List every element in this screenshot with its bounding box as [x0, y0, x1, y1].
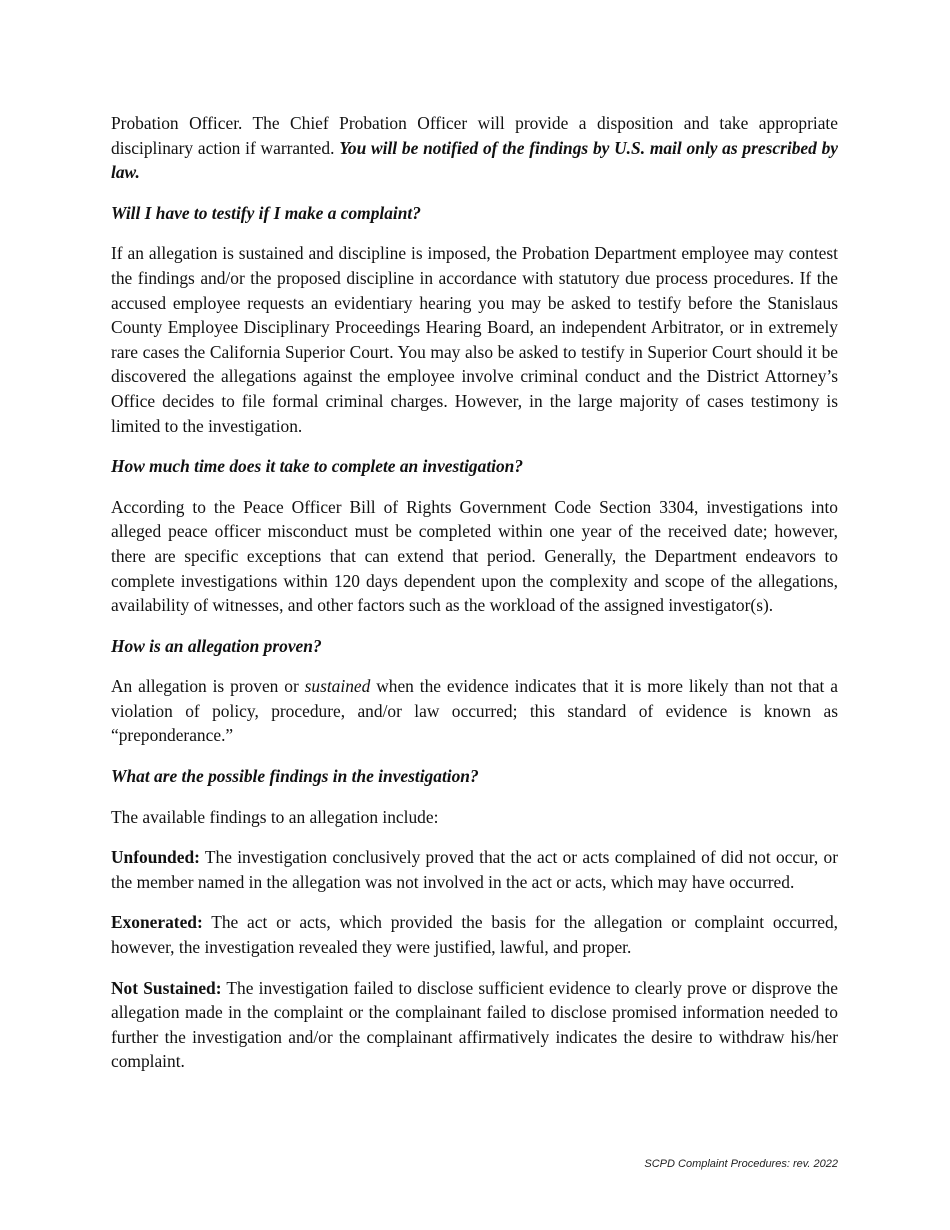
finding-term: Exonerated: — [111, 912, 203, 933]
proven-text-after: when the evidence indicates that it is more likely than not that a violation of policy, procedure, and/or law occurred; this standard of evidence is known as “preponderance.” — [111, 676, 838, 746]
finding-not-sustained — [111, 976, 838, 1074]
finding-unfounded — [111, 845, 838, 894]
document-page — [111, 111, 838, 1090]
page-footer: SCPD Complaint Procedures: rev. 2022 — [644, 1158, 838, 1170]
time-heading: How much time does it take to complete an investigation? — [111, 456, 524, 477]
findings-intro: The available findings to an allegation include: — [111, 806, 439, 827]
intro-paragraph — [111, 111, 838, 185]
testify-paragraph: If an allegation is sustained and discipline is imposed, the Probation Department employee may contest the findings and/or the proposed discipline in accordance with statutory due process procedures. If the accused employee requests an evidentiary hearing you may be asked to testify before the Stanislaus County Employee Disciplinary Proceedings Hearing Board, an independent Arbitrator, or in extremely rare cases the California Superior Court. You may also be asked to testify in Superior Court should it be discovered the allegations against the employee involve criminal conduct and the District Attorney’s Office decides to file formal criminal charges. However, in the large majority of cases testimony is limited to the investigation. — [111, 243, 838, 436]
finding-text: The act or acts, which provided the basis for the allegation or complaint occurred, however, the investigation revealed they were justified, lawful, and proper. — [111, 912, 838, 958]
finding-exonerated — [111, 910, 838, 959]
proven-text-italic: sustained — [304, 676, 371, 697]
intro-text: Probation Officer. The Chief Probation Officer will provide a disposition and take appropriate disciplinary action if warranted. — [111, 113, 838, 158]
finding-text: The investigation conclusively proved that the act or acts complained of did not occur, or the member named in the allegation was not involved in the act or acts, which may have occurred. — [111, 847, 838, 892]
proven-paragraph — [111, 674, 838, 748]
testify-heading: Will I have to testify if I make a complaint? — [111, 202, 421, 223]
finding-term: Not Sustained: — [111, 977, 222, 998]
finding-term: Unfounded: — [111, 847, 200, 868]
finding-text: The investigation failed to disclose sufficient evidence to clearly prove or disprove the allegation made in the complaint or the complainant failed to disclose promised information needed to further the investigation and/or the complainant affirmatively indicates the desire to withdraw his/her complaint. — [111, 977, 838, 1072]
proven-text-before: An allegation is proven or — [111, 676, 305, 697]
intro-emphasis: You will be notified of the findings by U.S. mail only as prescribed by law. — [111, 137, 838, 183]
time-paragraph: According to the Peace Officer Bill of Rights Government Code Section 3304, investigations into alleged peace officer misconduct must be completed within one year of the received date; however, there are specific exceptions that can extend that period. Generally, the Department endeavors to complete investigations within 120 days dependent upon the complexity and scope of the allegations, availability of witnesses, and other factors such as the workload of the assigned investigator(s). — [111, 496, 838, 616]
findings-heading: What are the possible findings in the investigation? — [111, 766, 479, 787]
proven-heading: How is an allegation proven? — [111, 635, 322, 656]
